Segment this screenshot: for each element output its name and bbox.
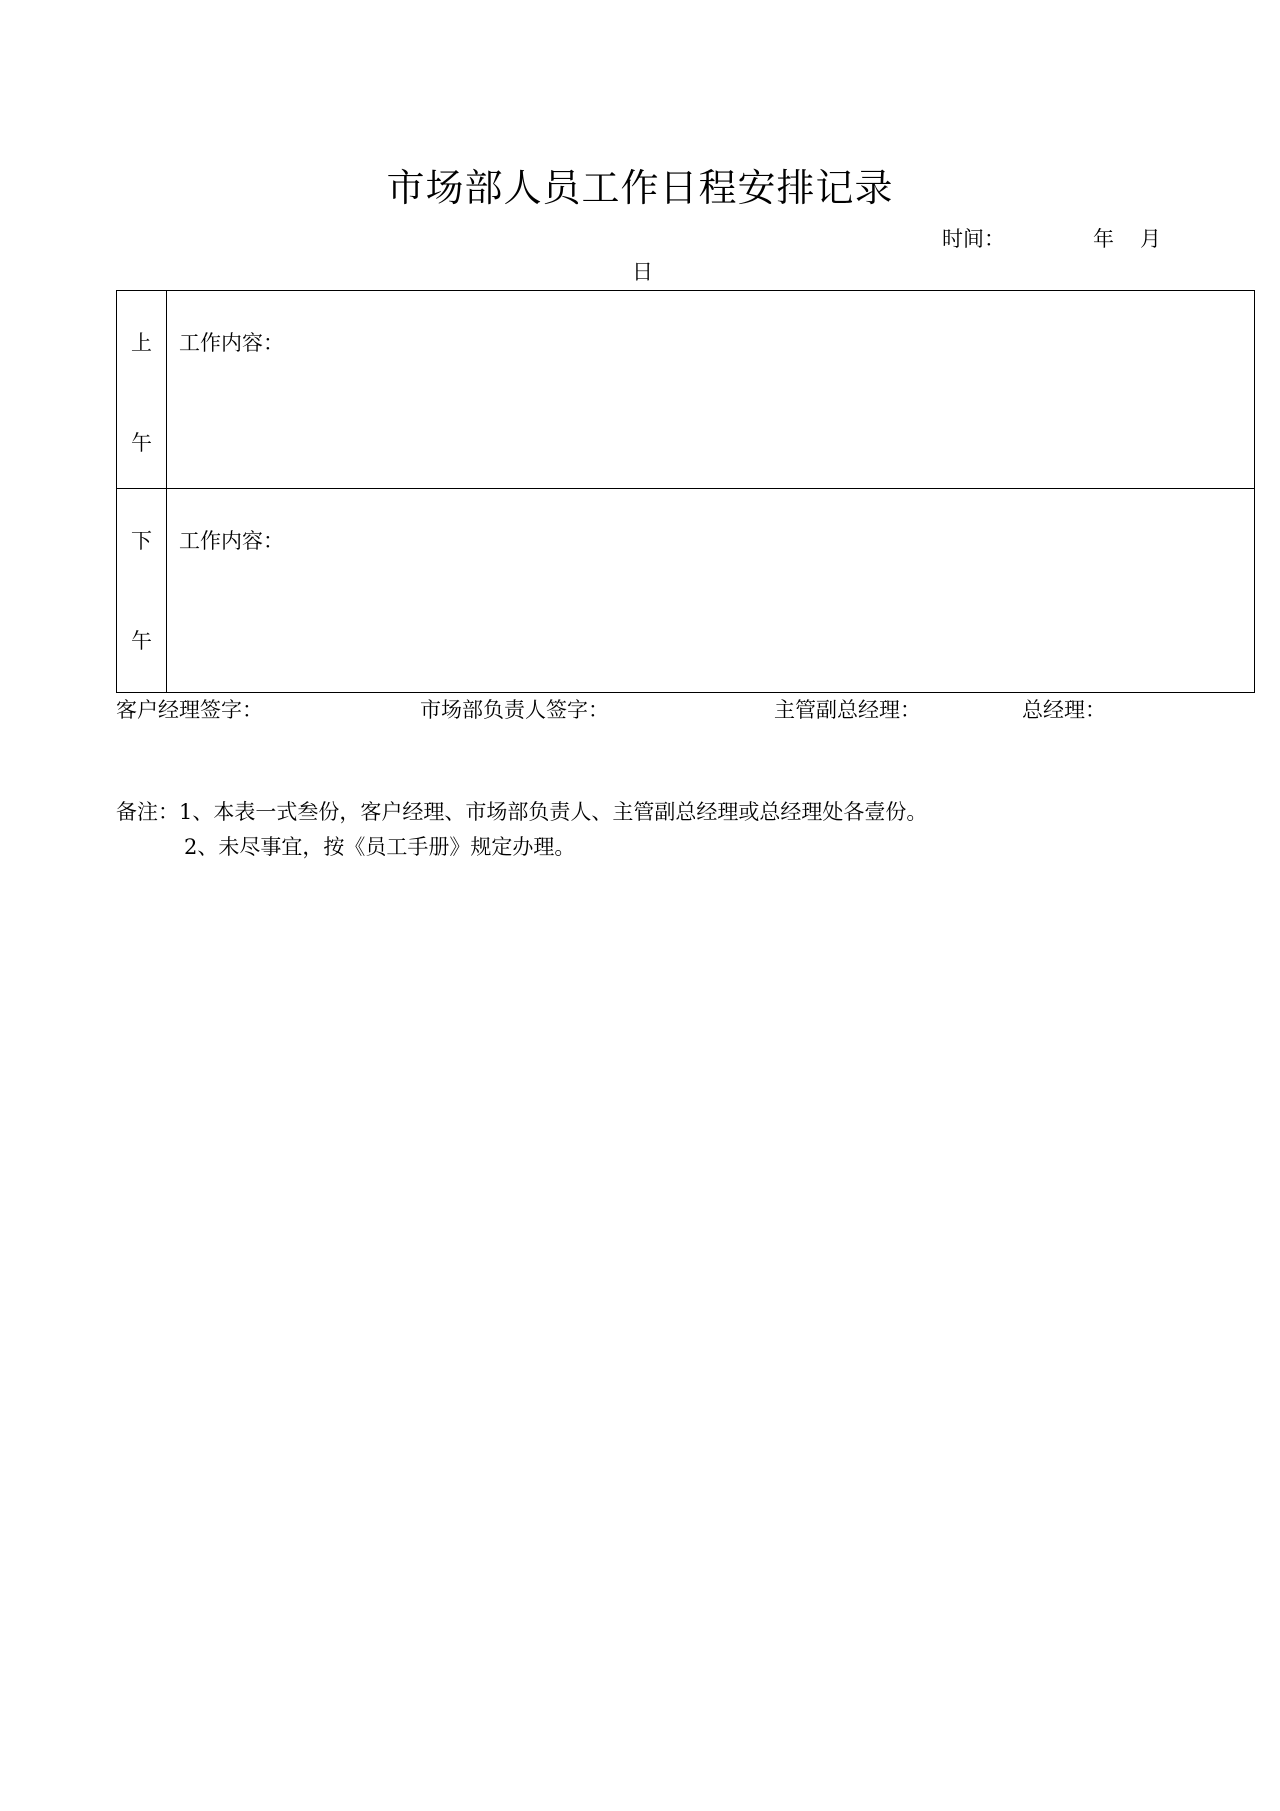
morning-content-label: 工作内容：: [179, 331, 284, 355]
year-label: 年: [1093, 227, 1114, 251]
morning-char-2: 午: [131, 431, 152, 455]
date-line: [942, 225, 1161, 253]
afternoon-char-2: 午: [131, 629, 152, 653]
schedule-table: [116, 290, 1255, 693]
morning-char-1: 上: [131, 331, 152, 355]
afternoon-content-label: 工作内容：: [179, 529, 284, 553]
month-label: 月: [1140, 227, 1161, 251]
notes: [116, 795, 927, 865]
afternoon-content-cell[interactable]: [167, 489, 1255, 693]
deputy-gm-signature-label: 主管副总经理：: [774, 698, 921, 722]
afternoon-row: [117, 489, 1255, 693]
page-title: 市场部人员工作日程安排记录: [386, 166, 894, 210]
dept-head-signature-label: 市场部负责人签字：: [420, 698, 609, 722]
afternoon-char-1: 下: [131, 529, 152, 553]
signature-row: [116, 696, 1255, 726]
morning-period-cell: [117, 291, 167, 489]
afternoon-period-cell: [117, 489, 167, 693]
morning-row: [117, 291, 1255, 489]
account-manager-signature-label: 客户经理签字：: [116, 698, 263, 722]
morning-content-cell[interactable]: [167, 291, 1255, 489]
general-manager-signature-label: 总经理：: [1022, 698, 1106, 722]
day-label: 日: [632, 260, 653, 284]
date-label: 时间：: [942, 227, 1005, 251]
note-line-2: 2、未尽事宜，按《员工手册》规定办理。: [184, 835, 576, 859]
note-line-1: 备注：1、本表一式叁份，客户经理、市场部负责人、主管副总经理或总经理处各壹份。: [116, 800, 928, 824]
